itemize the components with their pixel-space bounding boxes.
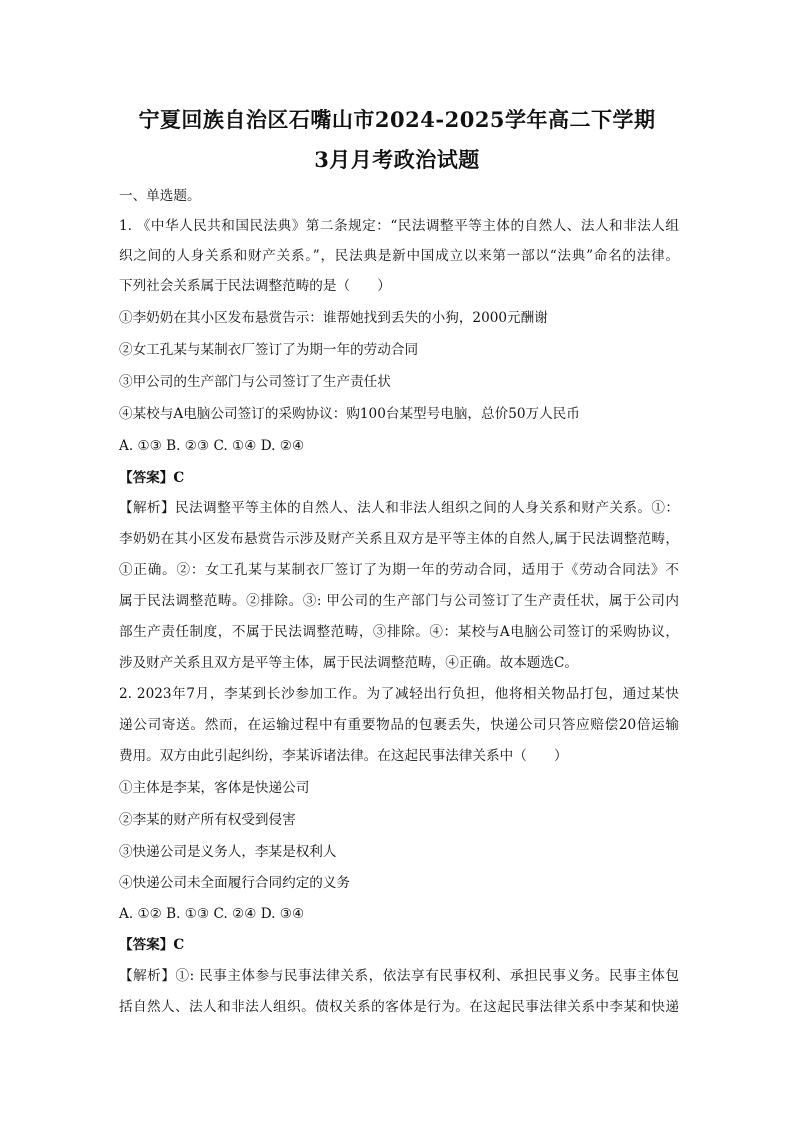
q2-stem-line: 递公司寄送。然而，在运输过程中有重要物品的包裹丢失，快递公司只答应赔偿20倍运输 [119,717,679,733]
q1-analysis-line: 涉及财产关系且双方是平等主体，属于民法调整范畴，④正确。故本题选C。 [119,655,578,671]
q1-analysis-line: 李奶奶在其小区发布悬赏告示涉及财产关系且双方是平等主体的自然人,属于民法调整范畴， [119,531,679,547]
q1-stem-line: 下列社会关系属于民法调整范畴的是（ ） [119,278,391,294]
q1-analysis-line: 部生产责任制度，不属于民法调整范畴，③排除。④：某校与A电脑公司签订的采购协议， [119,624,679,640]
q2-answer: 【答案】C [119,937,185,953]
q1-item: ②女工孔某与某制衣厂签订了为期一年的劳动合同 [119,342,419,358]
document-title-line2: 3月月考政治试题 [314,147,480,172]
q1-answer: 【答案】C [119,470,185,486]
q2-analysis-line: 括自然人、法人和非法人组织。债权关系的客体是行为。在这起民事法律关系中李某和快递 [119,999,679,1015]
section-heading: 一、单选题。 [119,188,201,204]
q2-item: ①主体是李某，客体是快递公司 [119,780,310,796]
q2-options: A. ①② B. ①③ C. ②④ D. ③④ [119,906,305,922]
q1-options: A. ①③ B. ②③ C. ①④ D. ②④ [119,438,305,454]
q1-stem-line: 织之间的人身关系和财产关系。”，民法典是新中国成立以来第一部以“法典”命名的法律。 [119,248,679,264]
q1-stem-line: 1. 《中华人民共和国民法典》第二条规定：“民法调整平等主体的自然人、法人和非法人组 [119,218,679,234]
q1-item: ①李奶奶在其小区发布悬赏告示：谁帮她找到丢失的小狗，2000元酬谢 [119,310,548,326]
q2-item: ④快递公司未全面履行合同约定的义务 [119,875,351,891]
q1-analysis-line: 属于民法调整范畴。②排除。③: 甲公司的生产部门与公司签订了生产责任状，属于公司内 [119,593,679,609]
q1-analysis-line: ①正确。②：女工孔某与某制衣厂签订了为期一年的劳动合同，适用于《劳动合同法》不 [119,562,679,578]
q2-stem-line: 费用。双方由此引起纠纷，李某诉诸法律。在这起民事法律关系中（ ） [119,748,568,764]
q2-item: ②李某的财产所有权受到侵害 [119,812,296,828]
q2-stem-line: 2. 2023年7月，李某到长沙参加工作。为了减轻出行负担，他将相关物品打包，通过某快 [119,686,679,702]
q1-analysis-line: 【解析】民法调整平等主体的自然人、法人和非法人组织之间的人身关系和财产关系。①： [119,500,679,516]
q2-analysis-line: 【解析】①: 民事主体参与民事法律关系，依法享有民事权利、承担民事义务。民事主体包 [119,968,679,984]
q1-item: ③甲公司的生产部门与公司签订了生产责任状 [119,374,391,390]
q2-item: ③快递公司是义务人，李某是权利人 [119,844,337,860]
q1-item: ④某校与A电脑公司签订的采购协议：购100台某型号电脑，总价50万人民币 [119,406,580,422]
document-title-line1: 宁夏回族自治区石嘴山市2024-2025学年高二下学期 [138,107,656,132]
